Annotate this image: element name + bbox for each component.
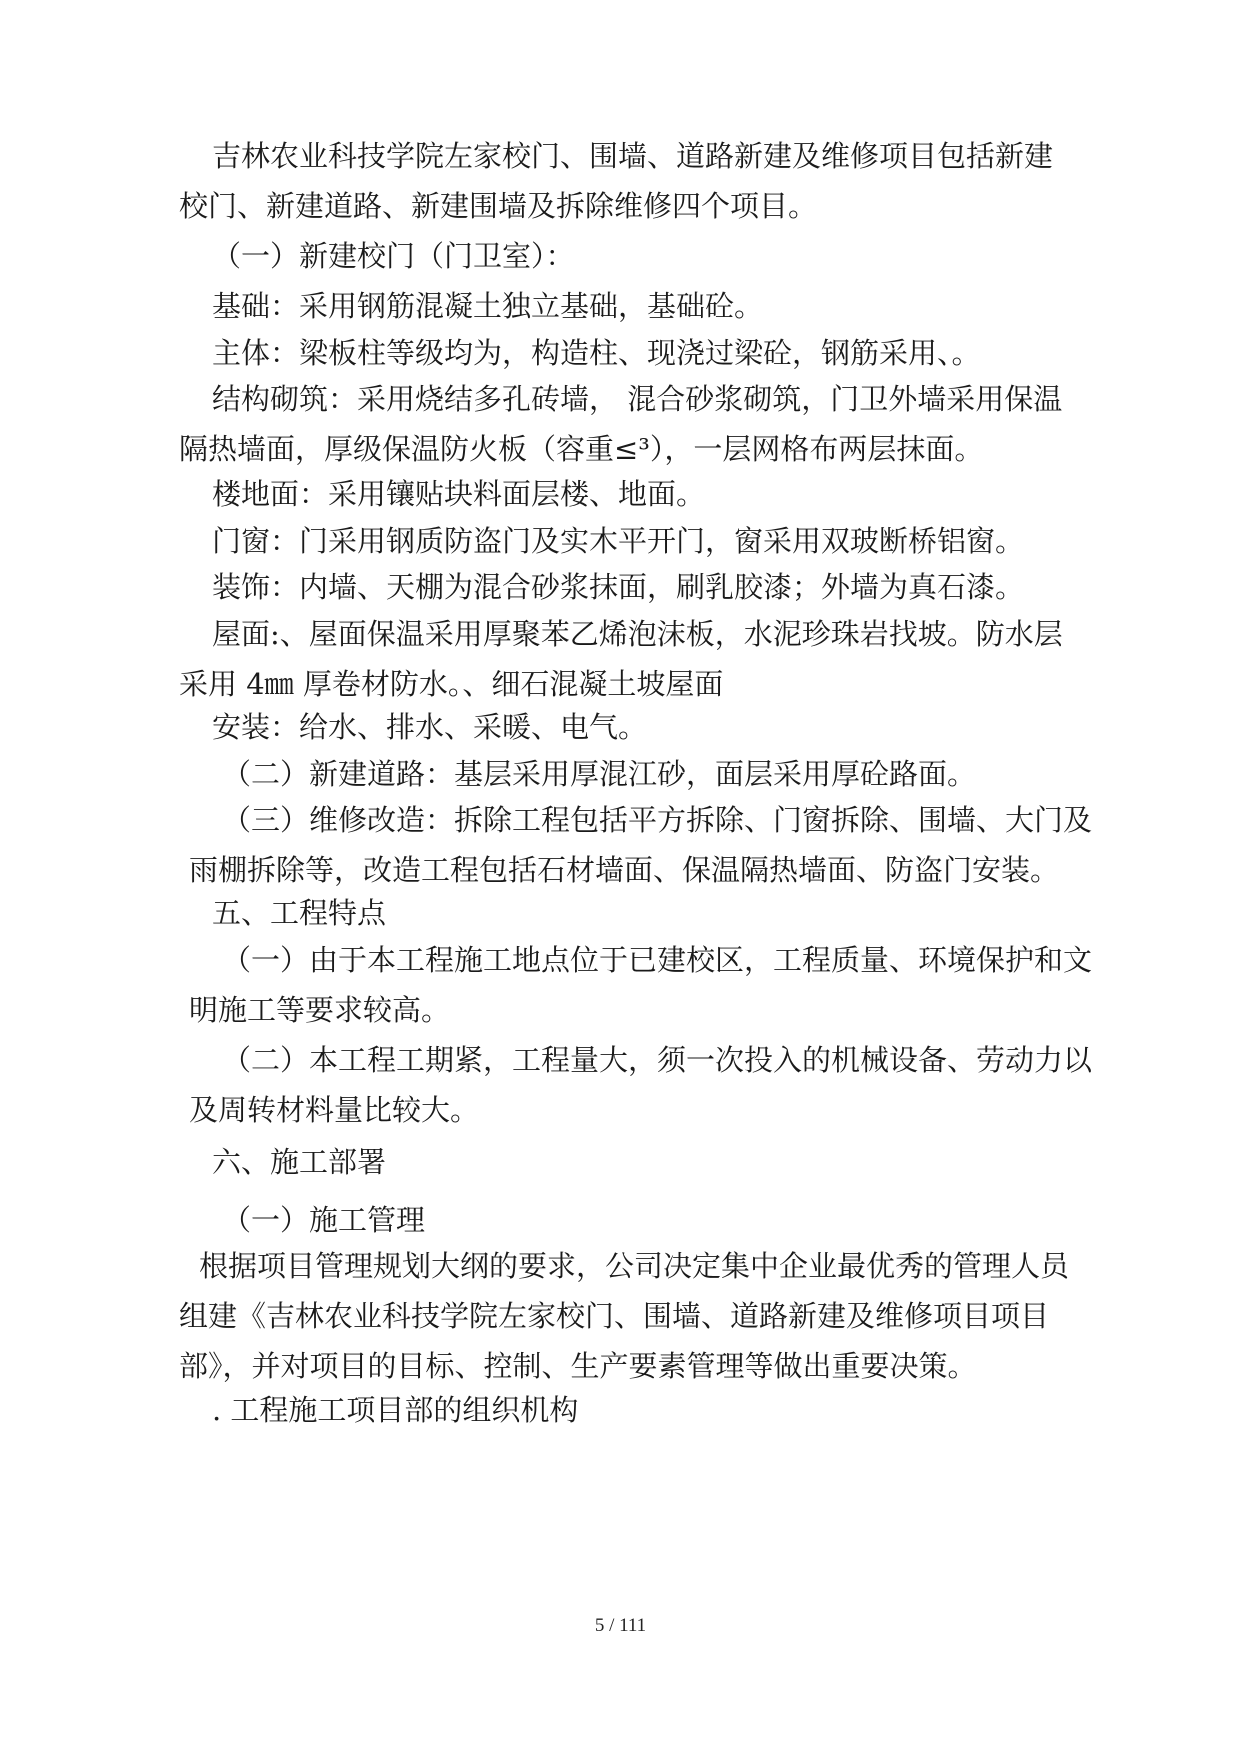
heading-new-road xyxy=(222,749,1102,799)
text-line: 主体：梁板柱等级均为，构造柱、现浇过梁砼，钢筋采用、。 xyxy=(212,336,981,370)
text-line: 装饰：内墙、天棚为混合砂浆抹面，刷乳胶漆；外墙为真石漆。 xyxy=(212,570,1025,604)
paragraph-doors-windows xyxy=(212,516,1092,566)
text-line: 根据项目管理规划大纲的要求，公司决定集中企业最优秀的管理人员 xyxy=(199,1249,1070,1283)
text-line: 门窗：门采用钢质防盗门及实木平开门，窗采用双玻断桥铝窗。 xyxy=(212,524,1025,558)
text-line: （一）新建校门（门卫室）： xyxy=(212,239,575,273)
heading-construction-management xyxy=(222,1195,1102,1245)
paragraph-project-overview xyxy=(179,131,1092,231)
text-line: 安装：给水、排水、采暖、电气。 xyxy=(212,710,648,744)
text-line: （一）由于本工程施工地点位于已建校区，工程质量、环境保护和文 xyxy=(222,943,1093,977)
text-line: 雨棚拆除等，改造工程包括石材墙面、保温隔热墙面、防盗门安装。 xyxy=(189,853,1060,887)
text-line: 基础：采用钢筋混凝土独立基础，基础砼。 xyxy=(212,289,764,323)
text-line: 隔热墙面，厚级保温防火板（容重≤³），一层网格布两层抹面。 xyxy=(179,432,984,466)
text-line: 六、施工部署 xyxy=(212,1145,387,1179)
text-line: （二）新建道路：基层采用厚混江砂，面层采用厚砼路面。 xyxy=(222,757,977,791)
text-line: 组建《吉林农业科技学院左家校门、围墙、道路新建及维修项目项目 xyxy=(179,1299,1050,1333)
text-line: （二）本工程工期紧，工程量大，须一次投入的机械设备、劳动力以 xyxy=(222,1043,1093,1077)
text-line: 及周转材料量比较大。 xyxy=(189,1093,480,1127)
text-line: 五、工程特点 xyxy=(212,896,387,930)
heading-new-gate xyxy=(212,231,1092,281)
heading-project-features xyxy=(212,888,1092,938)
heading-project-organization xyxy=(212,1385,1092,1435)
paragraph-main-structure xyxy=(212,328,1092,378)
text-line: 楼地面：采用镶贴块料面层楼、地面。 xyxy=(212,477,706,511)
page-number: 5 / 111 xyxy=(594,1615,647,1636)
text-line: 结构砌筑：采用烧结多孔砖墙， 混合砂浆砌筑，门卫外墙采用保温 xyxy=(212,382,1063,416)
paragraph-decoration xyxy=(212,562,1092,612)
paragraph-installation xyxy=(212,702,1092,752)
text-line: 部》，并对项目的目标、控制、生产要素管理等做出重要决策。 xyxy=(179,1349,977,1383)
paragraph-foundation xyxy=(212,281,1092,331)
text-line: . 工程施工项目部的组织机构 xyxy=(212,1393,579,1427)
paragraph-masonry xyxy=(179,374,1092,474)
paragraph-roof xyxy=(179,609,1092,709)
text-line: 采用 4㎜ 厚卷材防水。、细石混凝土坡屋面 xyxy=(179,667,724,701)
paragraph-feature-1 xyxy=(189,935,1102,1035)
paragraph-floor xyxy=(212,469,1092,519)
heading-construction-deployment xyxy=(212,1137,1092,1187)
paragraph-renovation xyxy=(189,795,1102,895)
text-line: 明施工等要求较高。 xyxy=(189,993,451,1027)
text-line: 校门、新建道路、新建围墙及拆除维修四个项目。 xyxy=(179,189,818,223)
paragraph-management-plan xyxy=(179,1241,1079,1391)
text-line: 屋面:、屋面保温采用厚聚苯乙烯泡沫板，水泥珍珠岩找坡。防水层 xyxy=(212,617,1063,651)
paragraph-feature-2 xyxy=(189,1035,1102,1135)
text-line: 吉林农业科技学院左家校门、围墙、道路新建及维修项目包括新建 xyxy=(212,139,1054,173)
text-line: （三）维修改造：拆除工程包括平方拆除、门窗拆除、围墙、大门及 xyxy=(222,803,1093,837)
text-line: （一）施工管理 xyxy=(222,1203,426,1237)
